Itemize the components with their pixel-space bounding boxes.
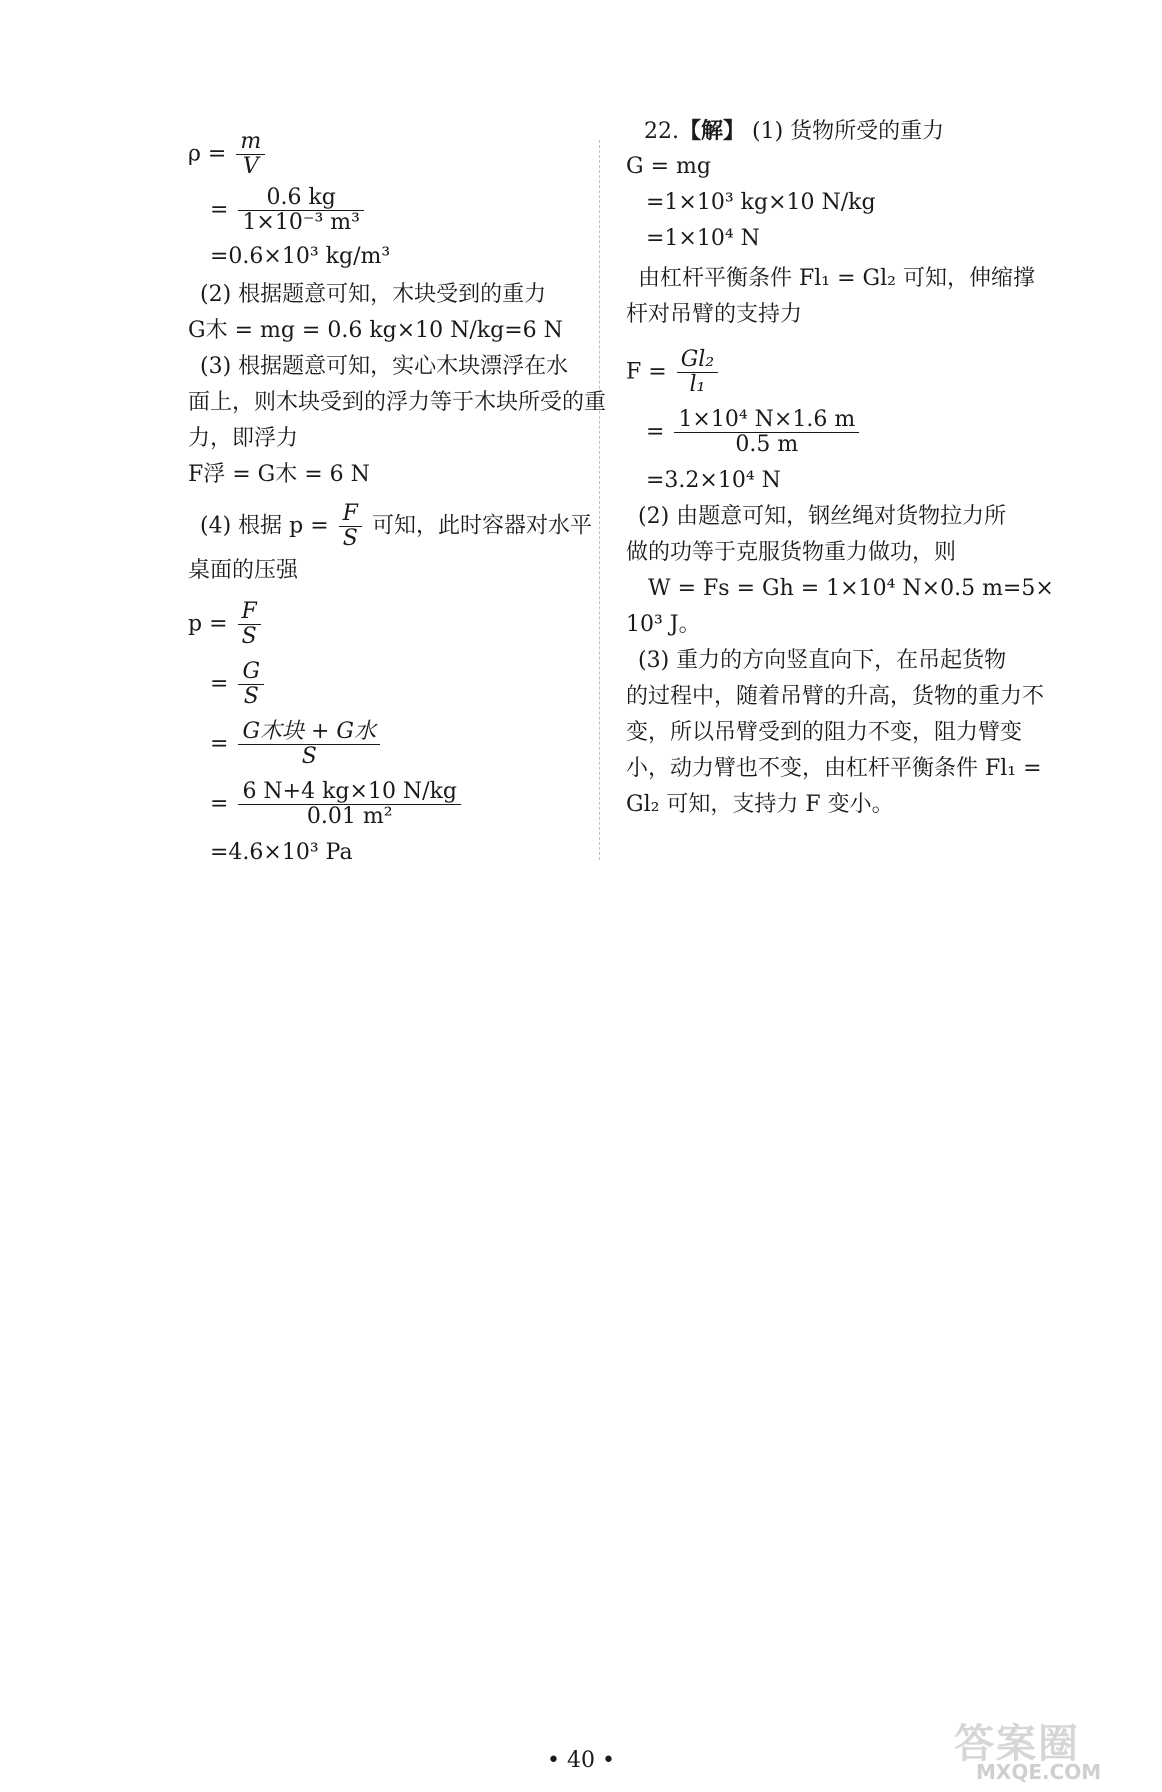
equals-sign: = xyxy=(210,731,229,757)
density-fraction xyxy=(236,130,265,179)
part3-line5: Gl₂ 可知，支持力 F 变小。 xyxy=(626,792,894,817)
column-divider xyxy=(599,140,600,860)
question-22-header xyxy=(644,116,944,147)
watermark-logo xyxy=(954,1712,1144,1784)
numerator: 0.6 kg xyxy=(238,186,364,211)
part4-intro xyxy=(200,502,592,551)
pressure-step2 xyxy=(210,660,267,709)
part3-line2: 面上，则木块受到的浮力等于木块所受的重 xyxy=(188,390,607,415)
area-symbol: S xyxy=(243,684,259,709)
area-symbol: S xyxy=(301,744,317,769)
support-force-formula xyxy=(626,348,721,397)
buoyancy-formula: F浮 = G木 = 6 N xyxy=(188,462,370,487)
pressure-label: p = xyxy=(188,611,228,637)
gravity-step: =1×10³ kg×10 N/kg xyxy=(646,190,876,215)
numerator: 1×10⁴ N×1.6 m xyxy=(674,408,859,433)
pressure-result: =4.6×10³ Pa xyxy=(210,840,353,865)
pressure-step4-fraction xyxy=(238,780,461,829)
equals-sign: = xyxy=(646,419,665,445)
part3-line1: (3) 根据题意可知，实心木块漂浮在水 xyxy=(200,354,569,379)
pressure-step2-fraction xyxy=(238,660,264,709)
watermark-stamp: 答案圈 xyxy=(954,1721,1080,1767)
part2-intro: (2) 根据题意可知，木块受到的重力 xyxy=(200,282,547,307)
mass-symbol: m xyxy=(240,129,262,154)
watermark-url: MXQE.COM xyxy=(976,1760,1102,1784)
weight-symbol: G xyxy=(242,659,261,684)
numerator: Gl₂ xyxy=(680,347,715,372)
denominator: 0.5 m xyxy=(735,432,799,457)
part3-line1: (3) 重力的方向竖直向下，在吊起货物 xyxy=(638,648,1007,673)
density-label: ρ = xyxy=(188,141,227,167)
equals-sign: = xyxy=(210,197,229,223)
gravity-result: =1×10⁴ N xyxy=(646,226,760,251)
denominator: 0.01 m² xyxy=(306,804,393,829)
pressure-def-fraction xyxy=(339,502,362,551)
support-force-step-fraction xyxy=(674,408,859,457)
weight-sum: G木块 + G水 xyxy=(242,719,377,744)
force-symbol: F xyxy=(342,501,358,526)
density-step-fraction xyxy=(238,186,364,235)
part2-line2: 做的功等于克服货物重力做功，则 xyxy=(626,540,957,565)
part4-line2: 桌面的压强 xyxy=(188,558,299,583)
work-result: 10³ J。 xyxy=(626,612,701,637)
part4-suffix: 可知，此时容器对水平 xyxy=(371,513,592,539)
density-step xyxy=(210,186,367,235)
part3-line3: 变，所以吊臂受到的阻力不变，阻力臂变 xyxy=(626,720,1023,745)
work-formula: W = Fs = Gh = 1×10⁴ N×0.5 m=5× xyxy=(648,576,1054,601)
numerator: 6 N+4 kg×10 N/kg xyxy=(238,780,461,805)
force-symbol: F xyxy=(241,599,257,624)
area-symbol: S xyxy=(241,624,257,649)
solution-tag: 【解】 xyxy=(679,118,746,144)
part3-line4: 小，动力臂也不变，由杠杆平衡条件 Fl₁ = xyxy=(626,756,1042,781)
density-result: =0.6×10³ kg/m³ xyxy=(210,244,391,269)
part1-intro: (1) 货物所受的重力 xyxy=(752,119,945,144)
part2-line1: (2) 由题意可知，钢丝绳对货物拉力所 xyxy=(638,504,1007,529)
part3-line2: 的过程中，随着吊臂的升高，货物的重力不 xyxy=(626,684,1045,709)
area-symbol: S xyxy=(342,526,358,551)
gravity-formula: G = mg xyxy=(626,154,711,179)
denominator: l₁ xyxy=(689,372,706,397)
support-force-step xyxy=(646,408,862,457)
weight-formula: G木 = mg = 0.6 kg×10 N/kg=6 N xyxy=(188,318,563,343)
pressure-formula xyxy=(188,600,264,649)
equals-sign: = xyxy=(210,791,229,817)
pressure-step3-fraction xyxy=(238,720,380,769)
support-force-result: =3.2×10⁴ N xyxy=(646,468,781,493)
lever-line2: 杆对吊臂的支持力 xyxy=(626,302,803,327)
question-number: 22. xyxy=(644,119,679,144)
pressure-step4 xyxy=(210,780,464,829)
denominator: 1×10⁻³ m³ xyxy=(242,210,360,235)
part3-line3: 力，即浮力 xyxy=(188,426,299,451)
density-formula xyxy=(188,130,268,179)
support-force-fraction xyxy=(677,348,718,397)
equals-sign: = xyxy=(210,671,229,697)
volume-symbol: V xyxy=(242,154,259,179)
lever-line1: 由杠杆平衡条件 Fl₁ = Gl₂ 可知，伸缩撑 xyxy=(638,266,1035,291)
page-number: • 40 • xyxy=(547,1748,615,1773)
force-label: F = xyxy=(626,359,667,385)
part4-prefix: (4) 根据 p = xyxy=(200,513,329,539)
pressure-step3 xyxy=(210,720,383,769)
pressure-fraction xyxy=(238,600,261,649)
